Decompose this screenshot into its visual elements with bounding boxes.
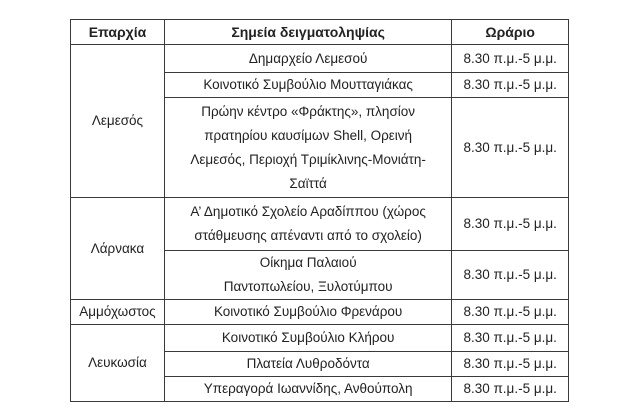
district-cell: Λευκωσία — [71, 325, 165, 402]
sampling-point-cell: Κοινοτικό Συμβούλιο Φρενάρου — [164, 300, 451, 325]
sampling-point-cell: Πρώην κέντρο «Φράκτης», πλησίον πρατηρίου καυσίμων Shell, Ορεινή Λεμεσός, Περιοχή Τριμίκλινης-Μονιάτη-Σαϊττά — [164, 98, 451, 198]
sampling-point-cell: Κοινοτικό Συμβούλιο Κλήρου — [164, 325, 451, 352]
hours-cell: 8.30 π.μ.-5 μ.μ. — [452, 300, 569, 325]
sampling-point-cell: Δημαρχείο Λεμεσού — [164, 45, 451, 73]
hours-cell: 8.30 π.μ.-5 μ.μ. — [452, 325, 569, 352]
hours-cell: 8.30 π.μ.-5 μ.μ. — [452, 251, 569, 300]
district-cell: Αμμόχωστος — [71, 300, 165, 325]
table-row — [71, 325, 569, 352]
sampling-point-cell: Α’ Δημοτικό Σχολείο Αραδίππου (χώρος στάθμευσης απέναντι από το σχολείο) — [164, 198, 451, 251]
hours-cell: 8.30 π.μ.-5 μ.μ. — [452, 45, 569, 73]
table-row — [71, 198, 569, 251]
header-sampling-points: Σημεία δειγματοληψίας — [164, 20, 451, 45]
sampling-schedule-table — [70, 19, 569, 402]
table-row — [71, 300, 569, 325]
hours-cell: 8.30 π.μ.-5 μ.μ. — [452, 98, 569, 198]
hours-cell: 8.30 π.μ.-5 μ.μ. — [452, 198, 569, 251]
header-row — [71, 20, 569, 45]
district-cell: Λάρνακα — [71, 198, 165, 300]
sampling-point-cell: Υπεραγορά Ιωαννίδης, Ανθούπολη — [164, 377, 451, 402]
sampling-point-cell: Πλατεία Λυθροδόντα — [164, 352, 451, 377]
sampling-point-cell: Οίκημα Παλαιού Παντοπωλείου, Ξυλοτύμπου — [164, 251, 451, 300]
header-hours: Ωράριο — [452, 20, 569, 45]
sampling-point-cell: Κοινοτικό Συμβούλιο Μουτταγιάκας — [164, 73, 451, 98]
hours-cell: 8.30 π.μ.-5 μ.μ. — [452, 73, 569, 98]
header-district: Επαρχία — [71, 20, 165, 45]
hours-cell: 8.30 π.μ.-5 μ.μ. — [452, 377, 569, 402]
table-row — [71, 45, 569, 73]
hours-cell: 8.30 π.μ.-5 μ.μ. — [452, 352, 569, 377]
district-cell: Λεμεσός — [71, 45, 165, 198]
